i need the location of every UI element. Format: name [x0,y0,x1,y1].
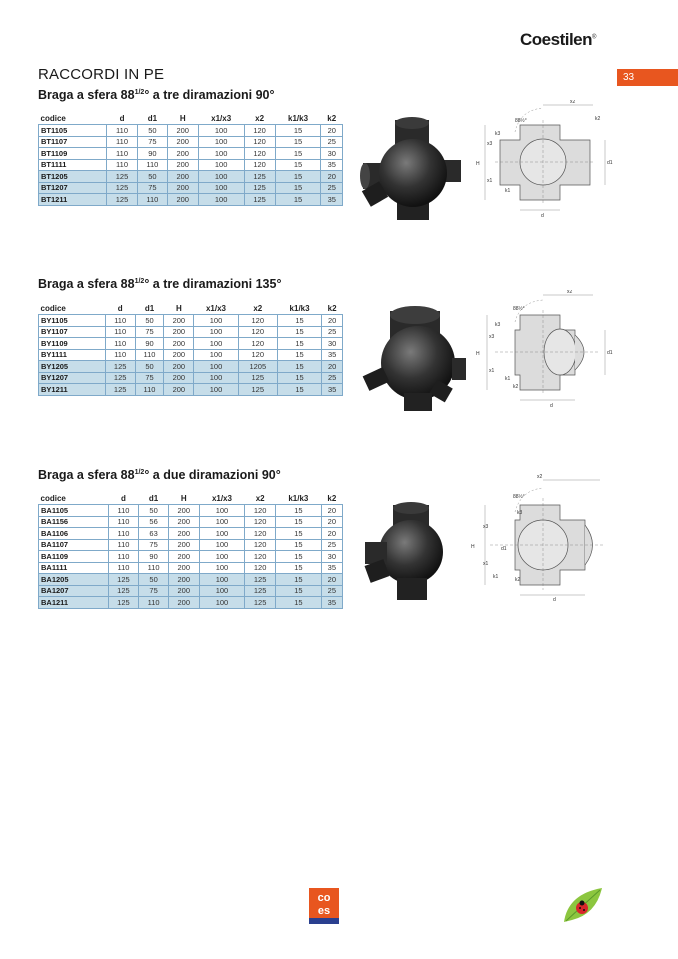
table-cell: 35 [321,194,343,206]
table-cell: 75 [135,326,164,338]
table-row [39,516,343,528]
table-header-row [39,492,343,505]
table-cell: 200 [167,194,198,206]
drawing-label-angle-2: 88½° [513,306,525,312]
drawing-label-d1: d1 [607,160,613,166]
table-cell: 15 [277,338,321,350]
product-code-cell: BY1105 [39,315,106,327]
drawing-label-k3: k3 [495,131,501,137]
table-cell: 75 [135,372,164,384]
table-cell: 120 [245,562,276,574]
table-cell: 100 [199,585,245,597]
column-header: codice [40,493,66,503]
table-cell: 125 [108,585,139,597]
table-cell: 110 [108,516,139,528]
table-cell: 110 [108,528,139,540]
table-row [39,171,343,183]
table-cell: 15 [277,361,321,373]
column-header: k1/k3 [289,303,310,313]
table-cell: 20 [321,125,343,137]
table-row [39,597,343,609]
table-cell: 75 [139,585,169,597]
table-cell: 110 [108,505,139,517]
table-row [39,505,343,517]
table-row [39,585,343,597]
table-row [39,551,343,563]
table-cell: 100 [198,148,244,160]
table-cell: 125 [105,372,135,384]
table-cell: 110 [108,562,139,574]
column-header: d [117,303,123,313]
table-cell: 110 [135,384,164,396]
table-cell: 25 [321,539,342,551]
table-cell: 110 [107,136,138,148]
table-cell: 120 [238,315,277,327]
table-cell: 200 [168,574,199,586]
drawing-label-x3: x3 [487,141,493,147]
product-code-cell: BA1107 [39,539,109,551]
table-cell: 100 [199,597,245,609]
drawing-label-x1-3: x1 [483,561,489,567]
table-cell: 25 [321,182,343,194]
product-code-cell: BT1111 [39,159,107,171]
product-code-cell: BT1107 [39,136,107,148]
product-code-cell: BY1205 [39,361,106,373]
drawing-label-x2-3: x2 [537,474,543,480]
table-cell: 15 [276,585,322,597]
column-header: x2 [253,303,263,313]
table-row [39,315,343,327]
table-cell: 100 [199,505,245,517]
drawing-label-angle-3: 88½° [513,494,525,500]
table-cell: 110 [138,159,168,171]
drawing-label-k2-2: k2 [513,384,519,390]
table-cell: 90 [135,338,164,350]
drawing-label-d-3: d [553,597,556,603]
table-cell: 15 [276,574,322,586]
table-cell: 200 [168,539,199,551]
column-header: H [180,493,187,503]
table-cell: 30 [322,338,343,350]
table-cell: 110 [139,597,169,609]
table-cell: 125 [244,182,275,194]
drawing-label-h-3: H [471,544,475,550]
table-cell: 15 [275,136,321,148]
table-cell: 25 [321,136,343,148]
table-cell: 200 [167,159,198,171]
table-cell: 110 [105,349,135,361]
table-cell: 110 [107,125,138,137]
table-cell: 35 [321,597,342,609]
table-cell: 200 [168,562,199,574]
table-cell: 120 [245,516,276,528]
table-cell: 200 [164,315,194,327]
column-header: x1/x3 [211,493,232,503]
drawing-label-x2-2: x2 [567,290,573,295]
product-code-cell: BY1207 [39,372,106,384]
svg-text:co: co [317,892,331,904]
drawing-label-k1: k1 [505,188,511,194]
table-cell: 15 [277,384,321,396]
table-cell: 200 [168,528,199,540]
table-cell: 125 [245,585,276,597]
technical-drawing-by [475,290,625,410]
table-cell: 20 [321,171,343,183]
column-header: k1/k3 [288,113,309,123]
table-cell: 25 [322,372,343,384]
section-title-2: Braga a sfera $88^{1/2}^\circ$ a tre diramazioni 135° [38,277,282,291]
table-cell: 120 [244,136,275,148]
table-cell: 125 [107,194,138,206]
product-code-cell: BT1105 [39,125,107,137]
table-cell: 15 [277,372,321,384]
table-cell: 110 [135,349,164,361]
table-cell: 125 [238,384,277,396]
table-cell: 100 [198,125,244,137]
table-cell: 200 [164,372,194,384]
drawing-label-d1-2: d1 [607,350,613,356]
table-cell: 15 [275,171,321,183]
drawing-label-x3-2: x3 [489,334,495,340]
product-code-cell: BA1156 [39,516,109,528]
table-cell: 100 [199,574,245,586]
table-cell: 120 [244,125,275,137]
product-photo-bt [355,115,467,225]
table-cell: 15 [277,315,321,327]
drawing-label-d-2: d [550,403,553,409]
table-cell: 100 [194,349,238,361]
column-header: x1/x3 [205,303,227,313]
table-cell: 35 [321,562,342,574]
table-cell: 100 [199,528,245,540]
column-header: k2 [327,113,337,123]
table-cell: 15 [275,159,321,171]
table-cell: 20 [321,528,342,540]
table-cell: 120 [245,505,276,517]
leaf-ladybug-icon [560,884,606,926]
column-header: d1 [144,303,155,313]
table-header-row [39,302,343,315]
table-cell: 125 [107,182,138,194]
table-cell: 100 [198,182,244,194]
product-code-cell: BA1111 [39,562,109,574]
table-cell: 75 [138,136,168,148]
table-cell: 100 [194,326,238,338]
drawing-label-k3-3: k3 [517,510,523,516]
table-cell: 100 [198,194,244,206]
product-code-cell: BY1109 [39,338,106,350]
table-cell: 200 [164,361,194,373]
table-cell: 20 [322,315,343,327]
table-cell: 200 [167,171,198,183]
product-code-cell: BY1211 [39,384,106,396]
drawing-label-k2: k2 [595,116,601,122]
drawing-label-k1-3: k1 [493,574,499,580]
table-row [39,159,343,171]
drawing-label-k2-3: k2 [515,577,521,583]
table-cell: 120 [238,349,277,361]
drawing-label-d1-3: d1 [501,546,507,552]
table-cell: 15 [275,182,321,194]
column-header: d [119,113,125,123]
table-cell: 110 [108,551,139,563]
table-cell: 20 [322,361,343,373]
table-cell: 125 [108,574,139,586]
table-cell: 125 [107,171,138,183]
table-cell: 15 [276,551,322,563]
table-cell: 200 [168,551,199,563]
table-cell: 100 [198,159,244,171]
column-header: k2 [327,303,337,313]
column-header: H [179,113,186,123]
spec-table-3 [38,492,343,609]
table-cell: 125 [245,597,276,609]
column-header: k2 [327,493,337,503]
table-cell: 200 [164,338,194,350]
table-cell: 15 [276,562,322,574]
table-cell: 90 [138,148,168,160]
table-cell: 120 [238,338,277,350]
table-cell: 30 [321,551,342,563]
table-cell: 110 [107,148,138,160]
table-cell: 100 [199,516,245,528]
drawing-label-x1: x1 [487,178,493,184]
table-cell: 200 [168,597,199,609]
table-cell: 110 [139,562,169,574]
table-cell: 20 [321,505,342,517]
table-cell: 1205 [238,361,277,373]
drawing-label-h-2: H [476,351,480,357]
table-row [39,182,343,194]
product-photo-by [360,303,472,415]
table-cell: 120 [238,326,277,338]
table-cell: 50 [138,171,168,183]
spec-table-2 [38,302,343,396]
table-row [39,326,343,338]
product-code-cell: BA1106 [39,528,109,540]
table-row [39,136,343,148]
product-code-cell: BY1107 [39,326,106,338]
drawing-label-x1-2: x1 [489,368,495,374]
table-cell: 200 [167,148,198,160]
table-cell: 25 [322,326,343,338]
drawing-label-d: d [541,213,544,219]
drawing-label-angle: 88½° [515,118,527,124]
table-cell: 100 [194,372,238,384]
table-cell: 200 [164,349,194,361]
table-cell: 110 [105,338,135,350]
table-cell: 90 [139,551,169,563]
table-cell: 15 [275,148,321,160]
table-cell: 100 [194,361,238,373]
table-cell: 100 [199,551,245,563]
table-cell: 100 [194,338,238,350]
drawing-label-k3-2: k3 [495,322,501,328]
table-row [39,384,343,396]
column-header: x2 [255,113,265,123]
table-cell: 56 [139,516,169,528]
table-cell: 120 [244,148,275,160]
column-header: H [175,303,182,313]
table-cell: 30 [321,148,343,160]
table-cell: 35 [322,349,343,361]
column-header: d1 [147,113,158,123]
product-code-cell: BT1207 [39,182,107,194]
table-cell: 15 [276,528,322,540]
product-code-cell: BA1207 [39,585,109,597]
table-cell: 125 [105,361,135,373]
table-cell: 75 [138,182,168,194]
table-cell: 100 [199,562,245,574]
table-cell: 200 [168,585,199,597]
table-cell: 125 [108,597,139,609]
table-cell: 63 [139,528,169,540]
table-cell: 120 [245,528,276,540]
table-cell: 120 [245,539,276,551]
table-cell: 15 [276,597,322,609]
table-row [39,372,343,384]
product-code-cell: BT1211 [39,194,107,206]
table-cell: 100 [198,171,244,183]
column-header: d [120,493,126,503]
table-row [39,574,343,586]
technical-drawing-bt [475,100,625,220]
table-cell: 125 [245,574,276,586]
table-row [39,349,343,361]
product-code-cell: BA1109 [39,551,109,563]
product-code-cell: BY1111 [39,349,106,361]
table-row [39,539,343,551]
table-cell: 20 [321,516,342,528]
table-cell: 50 [135,315,164,327]
table-cell: 35 [321,159,343,171]
table-cell: 120 [244,159,275,171]
product-code-cell: BT1205 [39,171,107,183]
table-cell: 50 [135,361,164,373]
table-cell: 110 [138,194,168,206]
table-cell: 50 [139,505,169,517]
page-title: RACCORDI IN PE [38,66,165,83]
table-cell: 100 [194,384,238,396]
table-cell: 125 [244,171,275,183]
table-row [39,194,343,206]
column-header: x1/x3 [211,113,232,123]
table-cell: 125 [105,384,135,396]
table-cell: 100 [198,136,244,148]
table-header-row [39,112,343,125]
column-header: codice [40,113,66,123]
table-cell: 100 [194,315,238,327]
table-cell: 35 [322,384,343,396]
table-cell: 50 [139,574,169,586]
column-header: codice [40,303,66,313]
column-header: k1/k3 [288,493,309,503]
table-cell: 110 [105,326,135,338]
column-header: x2 [255,493,265,503]
table-row [39,361,343,373]
table-cell: 15 [276,505,322,517]
product-code-cell: BA1211 [39,597,109,609]
table-cell: 110 [108,539,139,551]
product-code-cell: BA1105 [39,505,109,517]
table-cell: 110 [107,159,138,171]
table-cell: 15 [275,194,321,206]
column-header: d1 [148,493,159,503]
coes-logo [309,888,339,924]
table-cell: 100 [199,539,245,551]
table-cell: 15 [275,125,321,137]
spec-table-1 [38,112,343,206]
table-cell: 25 [321,585,342,597]
table-row [39,338,343,350]
table-cell: 200 [167,125,198,137]
table-cell: 50 [138,125,168,137]
page-number-tab: 33 [617,69,678,86]
drawing-label-k1-2: k1 [505,376,511,382]
table-row [39,125,343,137]
table-cell: 15 [276,539,322,551]
table-cell: 200 [164,384,194,396]
product-photo-ba [355,500,467,605]
table-cell: 200 [168,516,199,528]
table-row [39,528,343,540]
table-row [39,148,343,160]
table-cell: 20 [321,574,342,586]
technical-drawing-ba [465,470,625,605]
table-cell: 125 [244,194,275,206]
table-cell: 15 [277,349,321,361]
drawing-label-x3-3: x3 [483,524,489,530]
section-title-3: Braga a sfera $88^{1/2}^\circ$ a due diramazioni 90° [38,468,281,482]
table-cell: 15 [276,516,322,528]
table-cell: 200 [167,182,198,194]
table-cell: 200 [164,326,194,338]
brand-logo: Coestilen® [520,30,596,49]
svg-text:es: es [317,905,331,917]
table-cell: 110 [105,315,135,327]
table-cell: 200 [167,136,198,148]
section-title-1: Braga a sfera $88^{1/2}^\circ$ a tre diramazioni 90° [38,88,275,102]
table-cell: 125 [238,372,277,384]
drawing-label-h: H [476,161,480,167]
table-cell: 15 [277,326,321,338]
table-cell: 75 [139,539,169,551]
drawing-label-x2: x2 [570,100,576,105]
table-cell: 200 [168,505,199,517]
table-row [39,562,343,574]
table-cell: 120 [245,551,276,563]
product-code-cell: BT1109 [39,148,107,160]
product-code-cell: BA1205 [39,574,109,586]
